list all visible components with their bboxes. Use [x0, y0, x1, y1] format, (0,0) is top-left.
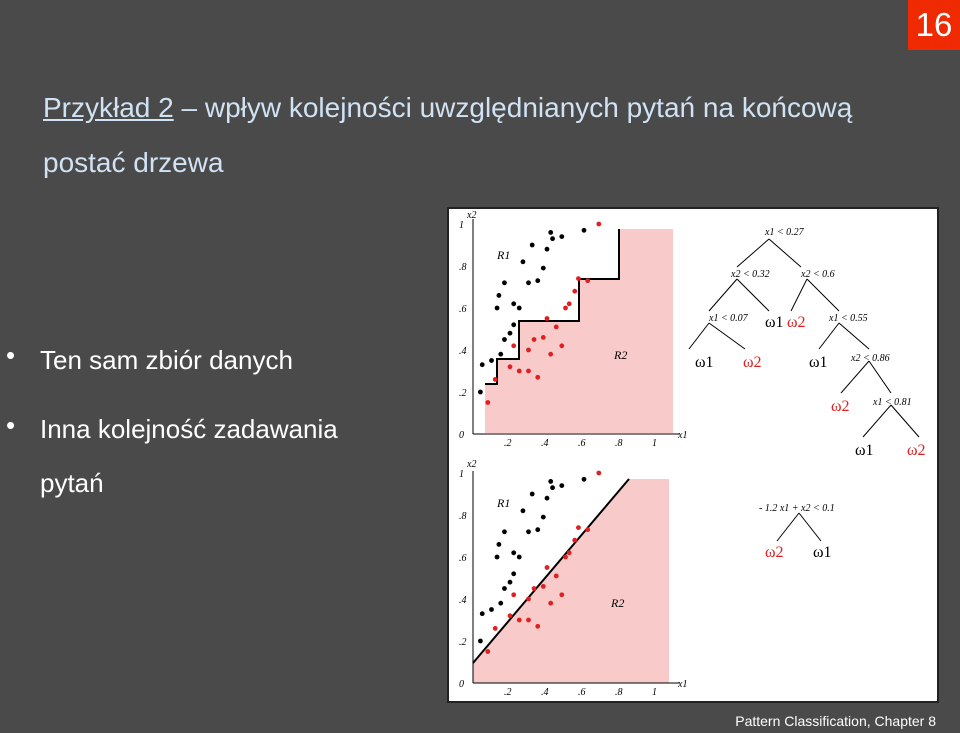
- class2-point: [567, 550, 572, 555]
- x-tick-label: .6: [578, 438, 586, 449]
- class1-point: [582, 477, 587, 482]
- class1-point: [508, 580, 513, 585]
- class1-point: [511, 301, 516, 306]
- class1-point: [511, 322, 516, 327]
- class1-point: [530, 243, 535, 248]
- x-tick-label: .2: [504, 687, 512, 698]
- class1-point: [498, 601, 503, 606]
- tree1-root-node: x1 < 0.27: [765, 227, 804, 238]
- x-tick-label: .8: [615, 687, 623, 698]
- class1-point: [521, 259, 526, 264]
- tree1-leaf: ω1: [695, 354, 714, 371]
- class2-point: [596, 222, 601, 227]
- class2-point: [548, 601, 553, 606]
- tree1-node-2: x2 < 0.32: [731, 269, 770, 280]
- tree1-leaf: ω1: [855, 442, 874, 459]
- bullet-dot-icon: •: [6, 410, 16, 440]
- class1-point: [541, 515, 546, 520]
- class2-point: [545, 316, 550, 321]
- class2-point: [508, 613, 513, 618]
- class1-point: [489, 358, 494, 363]
- title-link[interactable]: Przykład 2: [43, 92, 174, 123]
- y-tick-label: .2: [459, 388, 467, 399]
- class2-point: [563, 555, 568, 560]
- footer-citation: Pattern Classification, Chapter 8: [735, 713, 936, 729]
- class1-point: [511, 571, 516, 576]
- class2-point: [548, 352, 553, 357]
- class2-point: [526, 597, 531, 602]
- class1-point: [521, 508, 526, 513]
- class1-point: [530, 492, 535, 497]
- class2-point: [572, 289, 577, 294]
- class1-point: [535, 527, 540, 532]
- class2-point: [526, 348, 531, 353]
- class1-point: [559, 234, 564, 239]
- tree1-leaf: ω2: [907, 442, 926, 459]
- class2-point: [485, 400, 490, 405]
- class1-point: [548, 230, 553, 235]
- title-rest: – wpływ kolejności uwzględnianych pytań na końcową postać drzewa: [43, 92, 853, 178]
- y-tick-label: .8: [459, 262, 467, 273]
- tree1-node-6: x2 < 0.86: [851, 353, 890, 364]
- tree1-node-4: x1 < 0.07: [709, 313, 748, 324]
- y-axis-label: x2: [467, 459, 477, 470]
- region-label-r1-bottom: R1: [497, 496, 511, 510]
- y-tick-label: 0: [459, 430, 464, 441]
- region-label-r2: R2: [614, 348, 628, 362]
- class2-point: [563, 306, 568, 311]
- x-tick-label: .2: [504, 438, 512, 449]
- class1-point: [489, 607, 494, 612]
- tree2-root-node: - 1.2 x1 + x2 < 0.1: [759, 503, 835, 514]
- class2-point: [526, 618, 531, 623]
- class1-point: [548, 479, 553, 484]
- class1-point: [559, 483, 564, 488]
- x-tick-label: 1: [652, 687, 657, 698]
- class2-point: [541, 335, 546, 340]
- bullet-text: Ten sam zbiór danych: [40, 345, 293, 375]
- y-tick-label: .2: [459, 637, 467, 648]
- x-tick-label: .4: [541, 687, 549, 698]
- y-tick-label: .8: [459, 511, 467, 522]
- class1-point: [502, 586, 507, 591]
- tree2-leaf: ω2: [765, 544, 784, 561]
- region-label-r1: R1: [497, 248, 511, 262]
- y-tick-label: .6: [459, 304, 467, 315]
- y-tick-label: .4: [459, 346, 467, 357]
- class2-point: [585, 278, 590, 283]
- y-axis-label: x2: [467, 210, 477, 221]
- class1-point: [502, 337, 507, 342]
- decision-tree-figure: [449, 209, 937, 701]
- class2-point: [554, 574, 559, 579]
- class1-point: [478, 639, 483, 644]
- tree2-leaf: ω1: [813, 544, 832, 561]
- class2-point: [511, 343, 516, 348]
- tree1-leaf: ω2: [831, 398, 850, 415]
- tree1-node-7: x1 < 0.81: [873, 397, 912, 408]
- tree1-leaf: ω1: [765, 314, 784, 331]
- tree1-node-3: x2 < 0.6: [801, 269, 835, 280]
- class1-point: [502, 280, 507, 285]
- class2-point: [585, 527, 590, 532]
- class2-point: [535, 375, 540, 380]
- x-axis-label: x1: [678, 430, 688, 441]
- class1-point: [497, 293, 502, 298]
- class2-point: [517, 369, 522, 374]
- tree1-node-5: x1 < 0.55: [829, 313, 868, 324]
- class1-point: [502, 529, 507, 534]
- class1-point: [526, 529, 531, 534]
- class1-point: [511, 550, 516, 555]
- region-label-r2-bottom: R2: [611, 596, 625, 610]
- x-axis-label: x1: [678, 679, 688, 690]
- class1-point: [541, 266, 546, 271]
- class2-point: [508, 364, 513, 369]
- class1-point: [535, 278, 540, 283]
- class2-point: [559, 592, 564, 597]
- y-tick-label: .6: [459, 553, 467, 564]
- slide-title: [43, 80, 903, 190]
- class1-point: [545, 247, 550, 252]
- class1-point: [517, 306, 522, 311]
- class2-point: [554, 325, 559, 330]
- class1-point: [497, 542, 502, 547]
- class1-point: [545, 496, 550, 501]
- slide-number: 16: [908, 0, 960, 50]
- class1-point: [480, 362, 485, 367]
- class1-point: [582, 228, 587, 233]
- class2-point: [511, 592, 516, 597]
- y-tick-label: 1: [459, 220, 464, 231]
- class2-point: [567, 301, 572, 306]
- class2-point: [576, 525, 581, 530]
- class2-point: [545, 565, 550, 570]
- x-tick-label: 1: [652, 438, 657, 449]
- x-tick-label: .8: [615, 438, 623, 449]
- y-tick-label: .4: [459, 595, 467, 606]
- class1-point: [526, 280, 531, 285]
- class2-point: [517, 618, 522, 623]
- x-tick-label: .4: [541, 438, 549, 449]
- class2-point: [485, 649, 490, 654]
- class2-point: [572, 538, 577, 543]
- class1-point: [550, 485, 555, 490]
- tree1-leaf: ω2: [743, 354, 762, 371]
- x-tick-label: .6: [578, 687, 586, 698]
- class2-point: [559, 343, 564, 348]
- tree1-nodes: [708, 227, 912, 408]
- class1-point: [498, 352, 503, 357]
- region-r2-top: [485, 229, 673, 433]
- class1-point: [495, 306, 500, 311]
- class1-point: [517, 555, 522, 560]
- y-tick-label: 0: [459, 679, 464, 690]
- class2-point: [493, 377, 498, 382]
- class1-point: [478, 390, 483, 395]
- tree1-leaf: ω2: [787, 314, 806, 331]
- bullet-dot-icon: •: [6, 340, 16, 370]
- tree2-edges: [777, 513, 821, 541]
- bullet-text: Inna kolejność zadawania pytań: [40, 414, 338, 498]
- class2-point: [526, 369, 531, 374]
- class1-point: [550, 236, 555, 241]
- y-tick-label: 1: [459, 469, 464, 480]
- class2-point: [493, 626, 498, 631]
- class1-point: [480, 611, 485, 616]
- class1-point: [495, 555, 500, 560]
- class2-point: [535, 624, 540, 629]
- figure-panel: [447, 207, 939, 703]
- class2-point: [576, 276, 581, 281]
- tree1-leaves: [695, 314, 926, 459]
- class2-point: [596, 471, 601, 476]
- class2-point: [532, 337, 537, 342]
- class2-point: [532, 586, 537, 591]
- class2-point: [541, 584, 546, 589]
- tree1-leaf: ω1: [809, 354, 828, 371]
- class1-point: [508, 331, 513, 336]
